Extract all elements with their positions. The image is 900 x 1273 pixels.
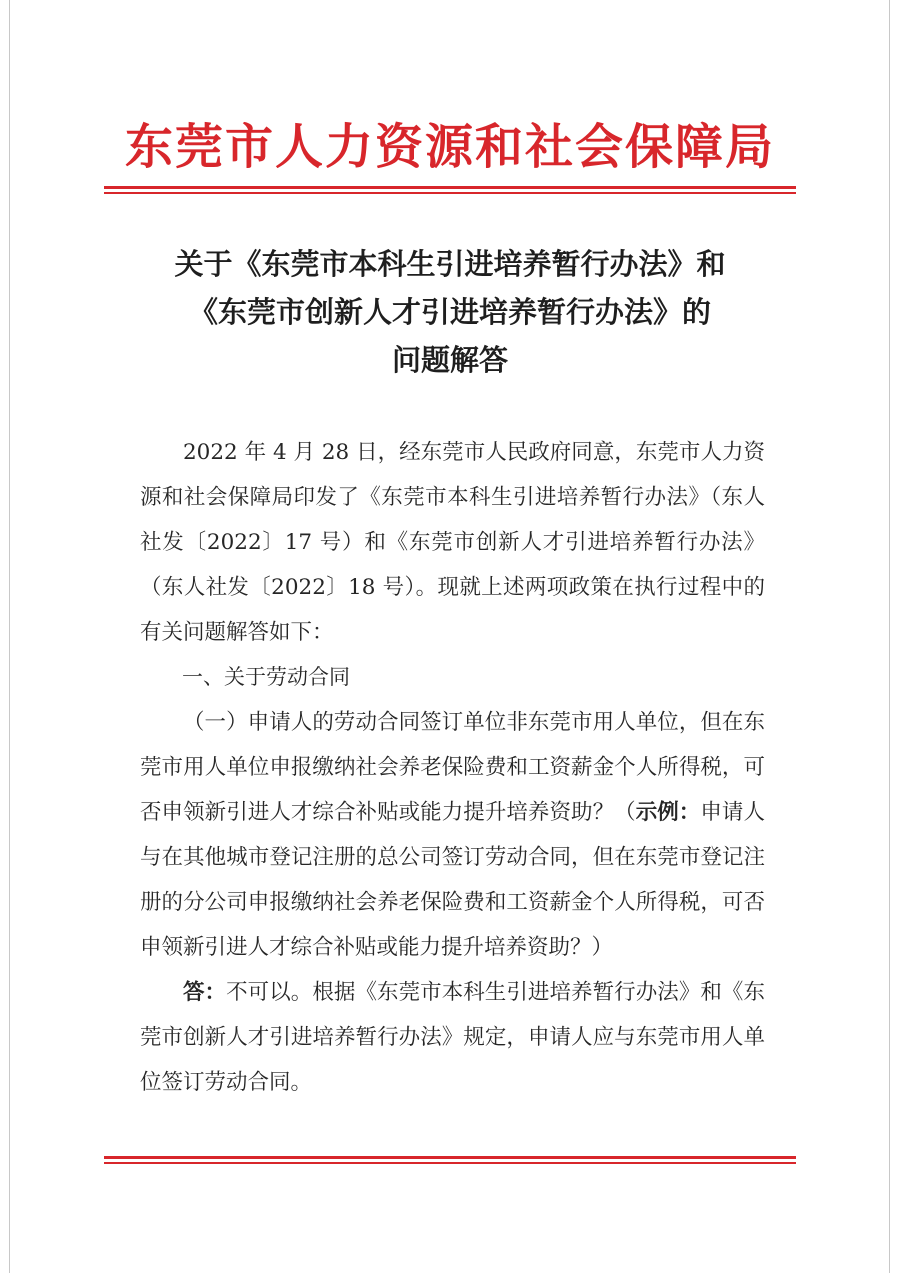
answer-paragraph [140,970,765,1105]
document-title [104,240,796,384]
answer-label: 答： [183,980,227,1005]
question-text: （一）申请人的劳动合同签订单位非东莞市用人单位，但在东莞市用人单位申报缴纳社会养老保险费和工资薪金个人所得税，可否申领新引进人才综合补贴或能力提升培养资助？（ [140,710,765,825]
page-edge-left [9,0,10,1273]
document-body [140,430,765,1105]
title-line-1: 关于《东莞市本科生引进培养暂行办法》和 [174,247,726,281]
question-paragraph [140,700,765,970]
title-line-3: 问题解答 [391,343,508,377]
example-label: 示例： [635,800,701,825]
intro-paragraph: 2022 年 4 月 28 日，经东莞市人民政府同意，东莞市人力资源和社会保障局印发了《东莞市本科生引进培养暂行办法》（东人社发〔2022〕17 号）和《东莞市创新人才引进培养暂行办法》（东人社发〔2022〕18 号）。现就上述两项政策在执行过程中的有关问题解答如下： [140,440,765,645]
page-edge-right [889,0,890,1273]
example-text: 申请人与在其他城市登记注册的总公司签订劳动合同，但在东莞市登记注册的分公司申报缴纳社会养老保险费和工资薪金个人所得税，可否申领新引进人才综合补贴或能力提升培养资助？） [140,800,765,960]
section-heading: 一、关于劳动合同 [182,665,350,689]
issuer-masthead: 东莞市人力资源和社会保障局 [124,119,775,175]
footer-red-rule [104,1156,796,1164]
masthead-red-rule [104,186,796,194]
answer-text: 不可以。根据《东莞市本科生引进培养暂行办法》和《东莞市创新人才引进培养暂行办法》规定，申请人应与东莞市用人单位签订劳动合同。 [140,980,765,1095]
title-line-2: 《东莞市创新人才引进培养暂行办法》的 [188,295,711,329]
